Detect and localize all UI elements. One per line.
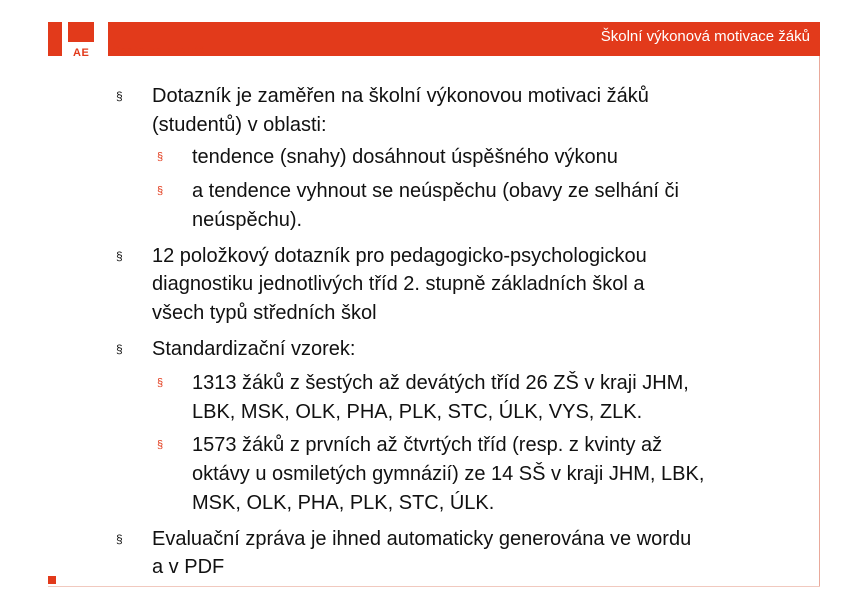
- bullet-text: a v PDF: [152, 556, 225, 578]
- sub-bullet-text: 1573 žáků z prvních až čtvrtých tříd (resp. z kvinty až: [192, 434, 663, 456]
- sub-bullet-text: tendence (snahy) dosáhnout úspěšného výkonu: [192, 146, 618, 168]
- bullet-marker: §: [116, 89, 123, 103]
- bottom-divider: [48, 586, 820, 587]
- right-divider: [819, 56, 820, 586]
- bullet-text: diagnostiku jednotlivých tříd 2. stupně základních škol a: [152, 273, 645, 295]
- bullet-marker: §: [116, 342, 123, 356]
- sub-bullet-text: 1313 žáků z šestých až devátých tříd 26 ZŠ v kraji JHM,: [192, 372, 689, 394]
- tagline: Cesta ke kvalitě: [113, 45, 207, 55]
- page-title: Školní výkonová motivace žáků: [600, 28, 810, 45]
- bullet-marker: §: [116, 532, 123, 546]
- logo-text: AE: [73, 47, 90, 59]
- bullet-text: Standardizační vzorek:: [152, 338, 356, 360]
- bullet-text: všech typů středních škol: [152, 302, 377, 324]
- bullet-text: Dotazník je zaměřen na školní výkonovou motivaci žáků: [152, 85, 649, 107]
- bullet-marker: §: [116, 249, 123, 263]
- sub-bullet-text: oktávy u osmiletých gymnázií) ze 14 SŠ v kraji JHM, LBK,: [192, 463, 705, 485]
- corner-square-icon: [48, 576, 56, 584]
- sub-bullet-text: MSK, OLK, PHA, PLK, STC, ÚLK.: [192, 492, 495, 514]
- sub-bullet-text: LBK, MSK, OLK, PHA, PLK, STC, ÚLK, VYS, ZLK.: [192, 401, 643, 423]
- bullet-text: Evaluační zpráva je ihned automaticky generována ve wordu: [152, 528, 692, 550]
- sub-bullet-marker: §: [157, 439, 164, 451]
- sub-bullet-marker: §: [157, 377, 164, 389]
- sub-bullet-marker: §: [157, 151, 164, 163]
- bullet-text: 12 položkový dotazník pro pedagogicko-psychologickou: [152, 245, 647, 267]
- sub-bullet-text: a tendence vyhnout se neúspěchu (obavy ze selhání či: [192, 180, 679, 202]
- sub-bullet-marker: §: [157, 185, 164, 197]
- sub-bullet-text: neúspěchu).: [192, 209, 303, 231]
- bullet-text: (studentů) v oblasti:: [152, 114, 327, 136]
